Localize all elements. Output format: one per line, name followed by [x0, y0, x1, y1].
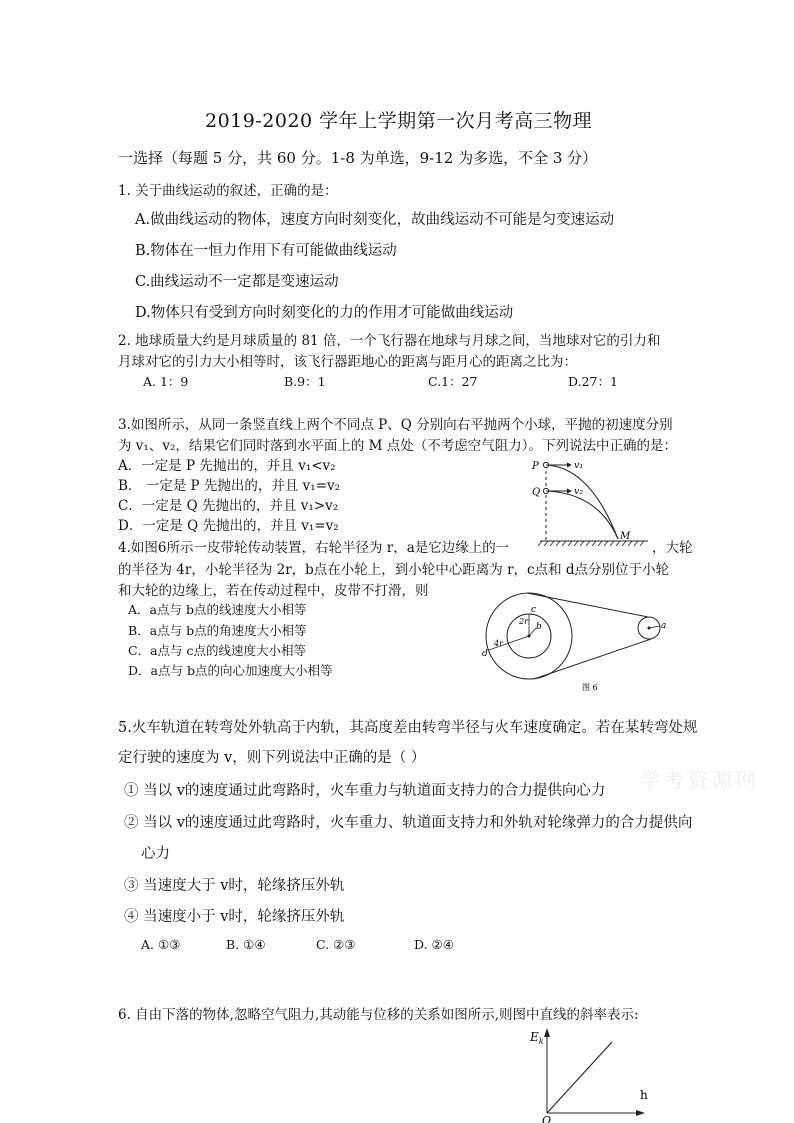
statement-2-cont: 心力	[141, 846, 170, 862]
option-a: A．a点与 b点的线速度大小相等	[128, 602, 307, 617]
ek-line	[547, 1042, 612, 1113]
label-2r: 2r	[519, 617, 528, 626]
option-c: C.1：27	[428, 374, 478, 389]
label-h: h	[640, 1088, 648, 1102]
question-stem-line1a: 4.如图6所示一皮带轮传动装置，右轮半径为 r，a是它边缘上的一	[118, 540, 510, 556]
option-d: D．一定是 Q 先抛出的，并且 v₁=v₂	[118, 518, 339, 534]
option-b: B． 一定是 P 先抛出的，并且 v₁=v₂	[118, 478, 341, 494]
statement-1: ① 当以 v的速度通过此弯路时，火车重力与轨道面支持力的合力提供向心力	[124, 783, 606, 799]
statement-4: ④ 当速度小于 v时，轮缘挤压外轨	[124, 909, 345, 925]
option-a: A．一定是 P 先抛出的，并且 v₁<v₂	[118, 458, 336, 474]
question-stem: 1. 关于曲线运动的叙述，正确的是：	[118, 183, 338, 199]
statement-3: ③ 当速度大于 v时，轮缘挤压外轨	[124, 878, 345, 894]
label-m: M	[620, 531, 631, 542]
radius-r	[529, 628, 536, 636]
figure-caption: 图 6	[582, 683, 598, 692]
label-d: d	[482, 649, 488, 659]
label-p: P	[532, 461, 539, 472]
question-stem-line2: 的半径为 4r，小轮半径为 2r，b点在小轮上，到小轮中心距离为 r，c点和 d点分别位于小轮	[118, 562, 670, 578]
question-stem-line2: 定行驶的速度为 v，则下列说法中正确的是（ ）	[118, 750, 426, 766]
pulley-figure	[474, 596, 674, 696]
question-stem-line3: 和大轮的边缘上，若在传动过程中，皮带不打滑，则	[118, 583, 429, 599]
radius-right	[649, 626, 660, 628]
option-a: A. ①③	[141, 937, 181, 952]
option-b: B．a点与 b点的角速度大小相等	[128, 623, 307, 638]
statement-2: ② 当以 v的速度通过此弯路时，火车重力、轨道面支持力和外轨对轮缘弹力的合力提供向	[124, 815, 693, 831]
label-v1: v₁	[574, 460, 584, 471]
label-a: a	[661, 621, 667, 631]
projectile-figure	[520, 455, 650, 550]
label-ek: $E_k$	[530, 1030, 544, 1046]
option-c: C. ②③	[316, 937, 356, 952]
belt-bottom	[534, 639, 651, 679]
option-c: C．a点与 c点的线速度大小相等	[128, 643, 306, 658]
ek-h-graph	[520, 1025, 660, 1123]
label-b: b	[536, 622, 542, 632]
option-d: D. ②④	[414, 937, 454, 952]
trajectory-p	[546, 465, 618, 539]
option-d: D.27：1	[568, 374, 618, 389]
question-stem-line1: 5.火车轨道在转弯处外轨高于内轨，其高度差由转弯半径与火车速度确定。若在某转弯处规	[118, 720, 698, 736]
label-4r: 4r	[494, 639, 503, 648]
option-a: A.做曲线运动的物体，速度方向时刻变化，故曲线运动不可能是匀变速运动	[135, 212, 615, 228]
question-stem-line1: 2. 地球质量大约是月球质量的 81 倍，一个飞行器在地球与月球之间，当地球对它的引力和	[118, 333, 661, 349]
option-b: B.9：1	[284, 374, 326, 389]
label-o: O	[542, 1114, 552, 1123]
option-a: A. 1：9	[143, 374, 189, 389]
section-heading: 一选择（每题 5 分，共 60 分。1-8 为单选，9-12 为多选，不全 3 分）	[118, 149, 598, 167]
label-c: c	[531, 605, 537, 615]
label-q: Q	[532, 487, 541, 498]
question-stem-line1: 3.如图所示，从同一条竖直线上两个不同点 P、Q 分别向右平抛两个小球，平抛的初速度分别	[118, 417, 673, 433]
question-stem: 6. 自由下落的物体,忽略空气阻力,其动能与位移的关系如图所示,则图中直线的斜率表示:	[118, 1007, 639, 1023]
option-c: C．一定是 Q 先抛出的，并且 v₁>v₂	[118, 498, 339, 514]
watermark: 学考资源网	[640, 768, 760, 792]
option-d: D.物体只有受到方向时刻变化的力的作用才可能做曲线运动	[135, 305, 514, 321]
option-c: C.曲线运动不一定都是变速运动	[135, 274, 339, 290]
option-d: D．a点与 b点的向心加速度大小相等	[128, 663, 333, 678]
option-b: B. ①④	[226, 937, 266, 952]
belt-top	[527, 593, 648, 617]
question-stem-line2: 为 v₁、v₂，结果它们同时落到水平面上的 M 点处（不考虑空气阻力）。下列说法中正确的是：	[118, 438, 678, 454]
option-b: B.物体在一恒力作用下有可能做曲线运动	[135, 243, 397, 259]
question-stem-line1b: ，大轮	[652, 540, 693, 556]
page-title: 2019-2020 学年上学期第一次月考高三物理	[205, 110, 593, 132]
label-v2: v₂	[574, 486, 584, 497]
question-stem-line2: 月球对它的引力大小相等时，该飞行器距地心的距离与距月心的距离之比为：	[118, 354, 577, 370]
